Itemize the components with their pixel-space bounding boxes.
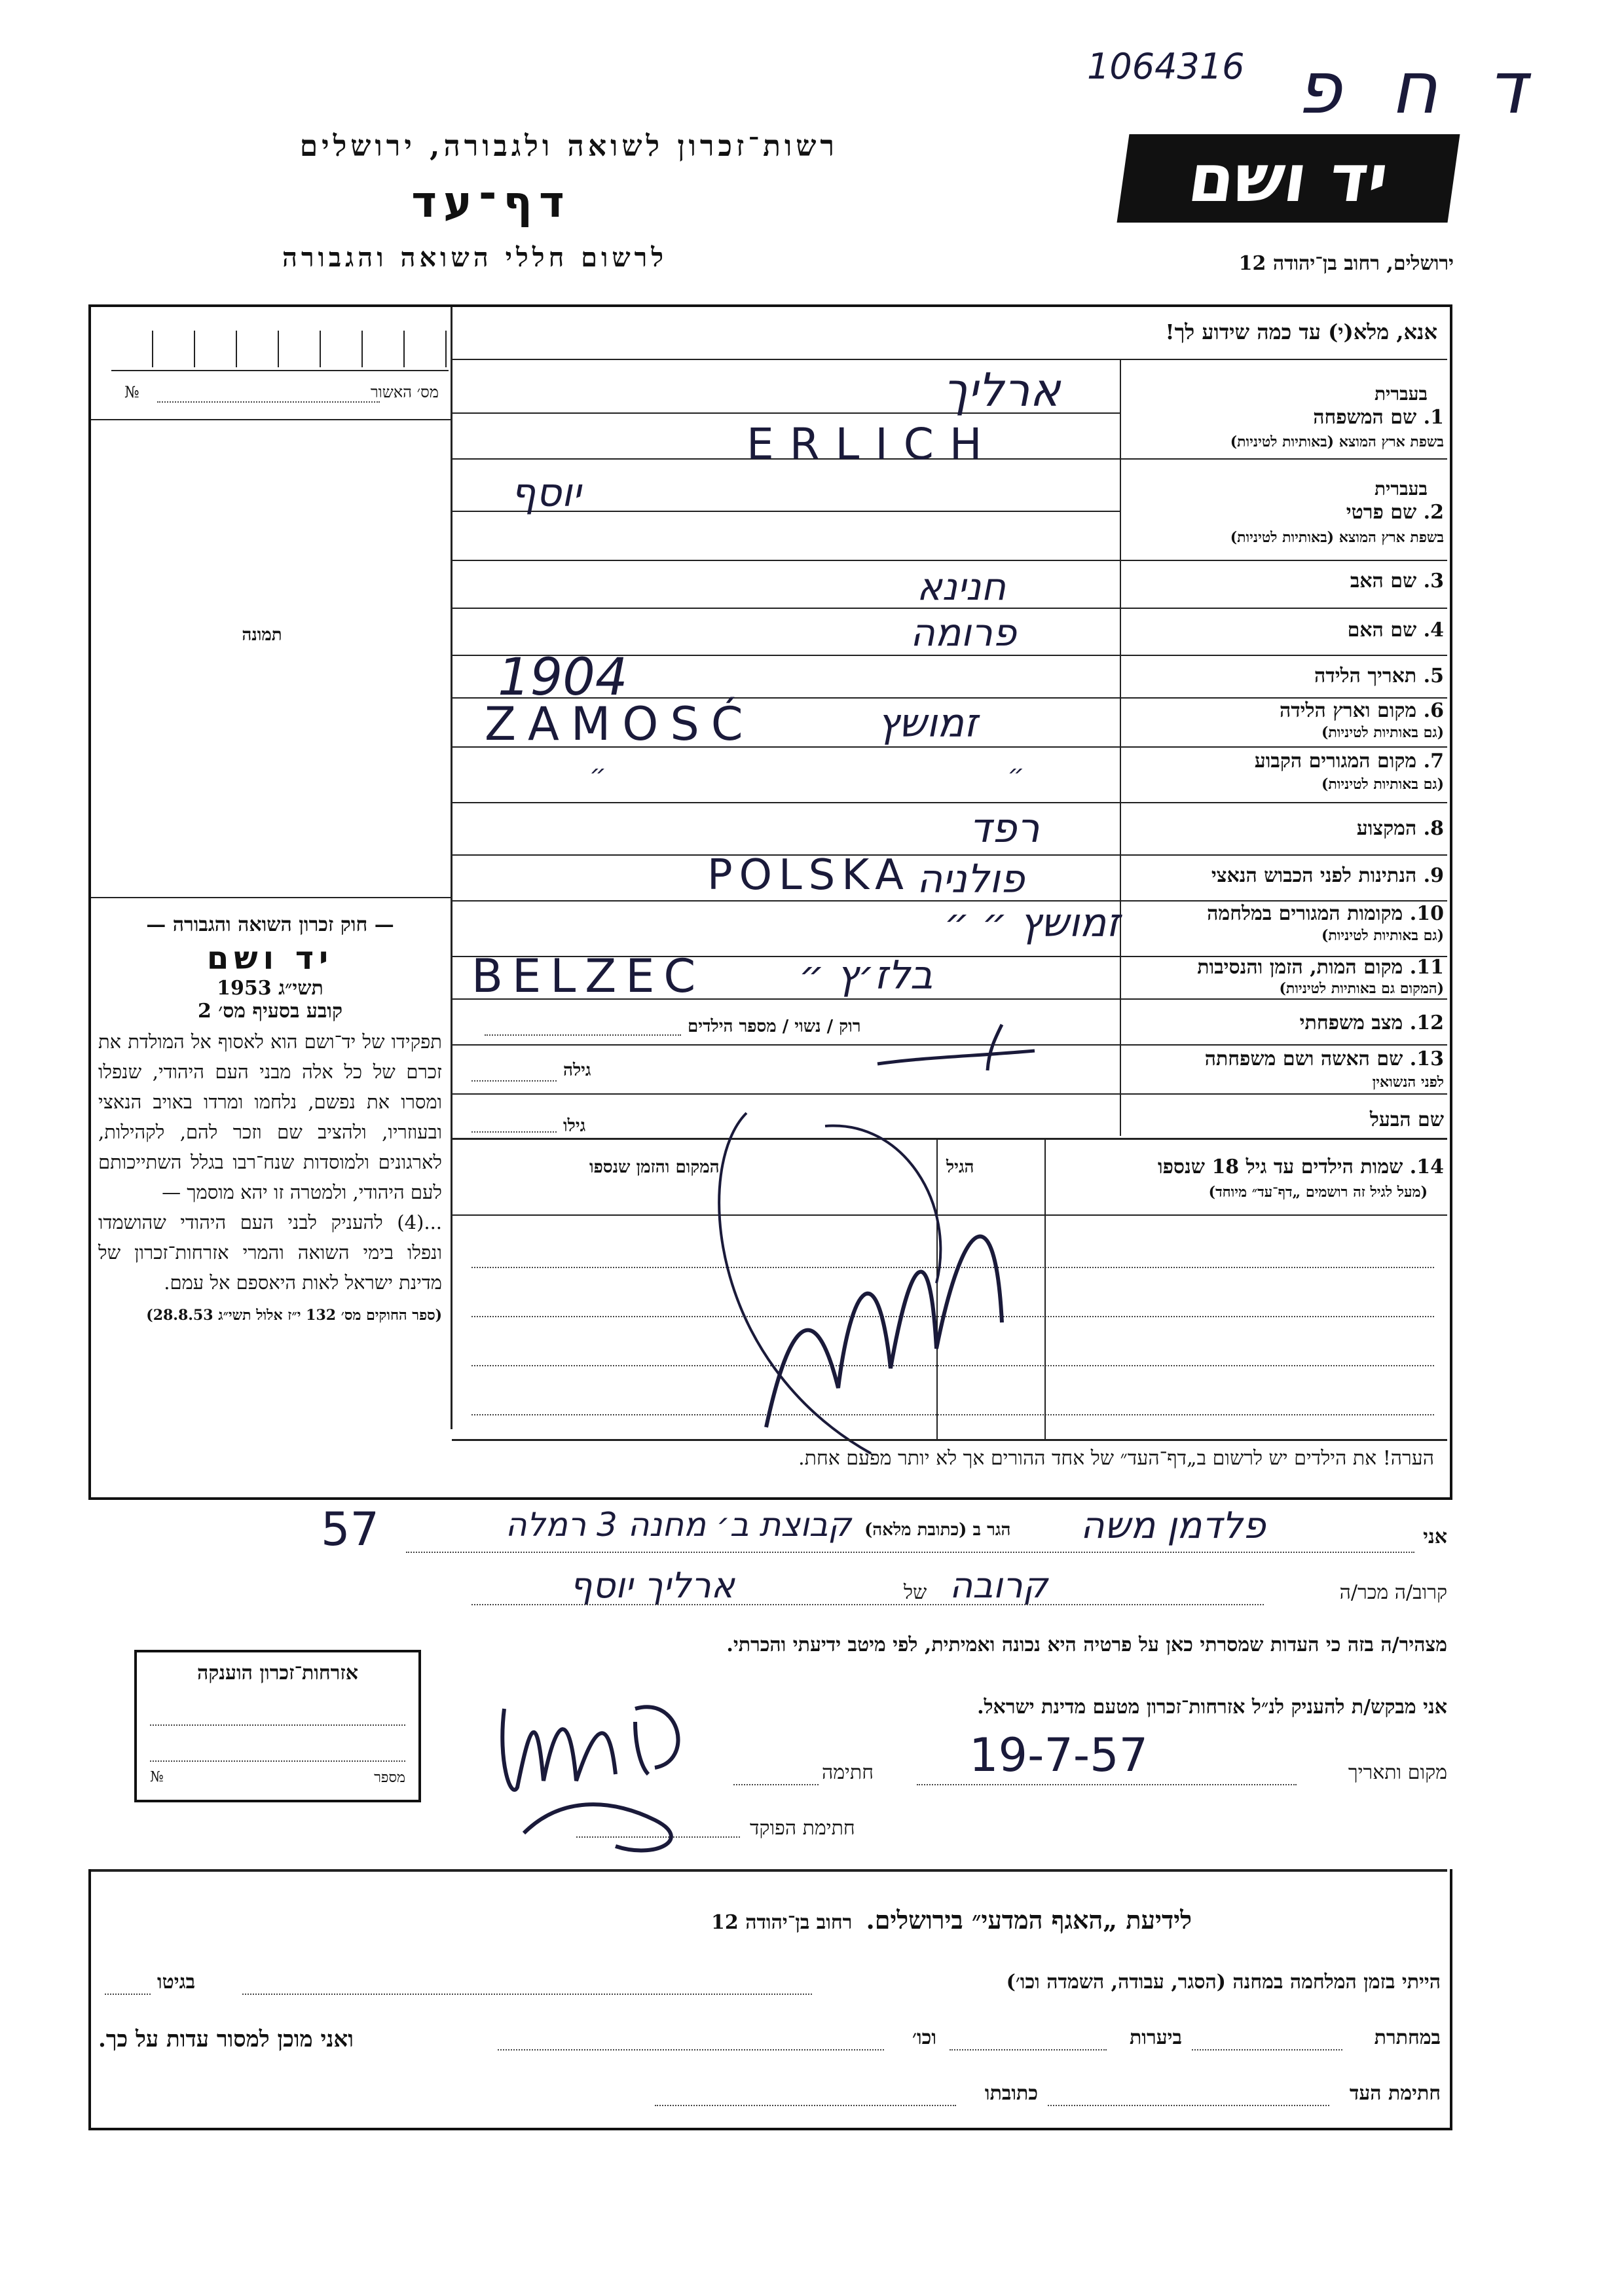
law-text: תפקידו של יד־ושם הוא לאסוף אל המולדת את זכרם של כל אלה מבני העם היהודי, שנפלו ומסרו את נפשם, נלחמו ומרדו באויב הנאצי ובעוזריו, ולהציב שם וזכר להם, לקהילות, לארגונים ולמוסדות שנח־רבו בגלל השתייכותם לעם היהודי, ולמטרה זו יהא מוסמך — xyxy=(98,1030,442,1203)
place-date-label: מקום ותאריך xyxy=(1348,1761,1447,1784)
approval-number-label xyxy=(118,383,445,409)
husband-age-dots xyxy=(471,1131,557,1133)
field-7-label: 7. מקום המגורים הקבוע xyxy=(1254,750,1444,773)
field-1-value-latin: ERLICH xyxy=(747,419,998,469)
bottom-address: רחוב בן־יהודה 12 xyxy=(711,1911,853,1934)
address-number: 57 xyxy=(321,1503,380,1556)
field-11-note: (המקום גם באותיות לטיניות) xyxy=(1279,980,1444,997)
form-subtitle: לרשום חללי השואה והגבורה xyxy=(282,242,668,273)
field-1-value-hebrew: ארליך xyxy=(943,363,1061,417)
wife-age-label: גילה xyxy=(563,1061,591,1080)
label-column-divider xyxy=(1120,360,1121,1136)
relation-value: קרובה xyxy=(950,1565,1048,1606)
field-5-value: 1904 xyxy=(498,648,628,707)
field-6-latin-note: (גם באותיות לטיניות) xyxy=(1321,724,1444,741)
field-4-value: פרומה xyxy=(910,610,1017,655)
form-instruction: אנא, מלא(י) עד כמה שידוע לך! xyxy=(1165,319,1437,344)
law-top-line xyxy=(91,897,451,898)
header-address: ירושלים, רחוב בן־יהודה 12 xyxy=(1238,252,1454,275)
field-12-options: רוק / נשוי / מספר הילדים xyxy=(688,1017,861,1036)
value-line xyxy=(452,854,1447,856)
wife-age-dots xyxy=(471,1080,557,1082)
field-13-label: 13. שם האשה ושם משפחתה xyxy=(1204,1048,1444,1070)
field-14-note: (מעל לגיל זה רושמים „דף־עד״ מיוחד) xyxy=(1208,1184,1428,1201)
lang-hebrew-label-2: בעברית xyxy=(1374,478,1428,500)
citizenship-box-number: מספר xyxy=(374,1770,405,1786)
ready-label: ואני מוכן למסור עדות על כך. xyxy=(98,2026,354,2052)
approval-label: מס׳ האשור xyxy=(370,383,439,401)
law-source: (ספר החוקים מס׳ 132 י״ז אלול תשי״ג 28.8.53) xyxy=(146,1307,442,1324)
relative-label: קרוב/ה מכר/ה xyxy=(1339,1581,1447,1604)
residing-label: הגר ב (כתובת מלאה) xyxy=(864,1520,1011,1540)
field-7-latin-note: (גם באותיות לטיניות) xyxy=(1321,776,1444,793)
husband-label: שם הבעל xyxy=(1369,1108,1444,1131)
field-10-label: 10. מקומות המגורים במלחמה xyxy=(1207,902,1444,925)
field-10-value: זמושץ ״ ״ xyxy=(944,900,1120,946)
official-signature-label: חתימת הפוקד xyxy=(750,1817,855,1840)
of-value: ארליך יוסף xyxy=(570,1565,735,1606)
witness-signature-label: חתימת העד xyxy=(1349,2082,1441,2105)
field-12-label: 12. מצב משפחתי xyxy=(1299,1011,1444,1034)
value-line xyxy=(452,560,1447,561)
etc-label: וכו׳ xyxy=(912,2026,936,2049)
handwritten-reference-number: 1064316 xyxy=(1087,46,1245,87)
witness-address-label: כתובתו xyxy=(984,2082,1038,2105)
law-yadvashem: יד ושם xyxy=(206,940,334,977)
remark-text: הערה! את הילדים יש לרשום ב„דף־העד״ של אחד ההורים אך לא יותר מפעם אחת. xyxy=(798,1447,1434,1470)
left-column-divider xyxy=(451,307,452,1429)
law-hebrew-year: תשי״ג xyxy=(278,977,323,1000)
field-1-origin-note: בשפת ארץ המוצא (באותיות לטיניות) xyxy=(1230,433,1444,450)
citizenship-box-line-2 xyxy=(150,1760,405,1762)
field-12-dots xyxy=(485,1034,681,1036)
instruction-underline xyxy=(452,359,1447,360)
approval-no-sign: № xyxy=(124,383,139,401)
citizenship-request: אני מבקש/ת להעניק לנ״ל אזרחות־זכרון מטעם מדינת ישראל. xyxy=(977,1696,1447,1719)
photo-label: תמונה xyxy=(242,625,282,645)
bottom-title-text: לידיעת „האגף המדעי״ בירושלים. xyxy=(866,1905,1192,1935)
handwritten-scribble xyxy=(655,1087,1113,1480)
law-clause: קובע בסעיף מס׳ 2 xyxy=(197,1000,343,1023)
declarant-signature xyxy=(485,1683,747,1866)
citizenship-box-title: אזרחות־זכרון הוענקה xyxy=(196,1662,359,1685)
handwritten-reference-letters: ד ח פ xyxy=(1297,46,1540,130)
citizenship-box-line-1 xyxy=(150,1724,405,1726)
lang-hebrew-label-1: בעברית xyxy=(1374,383,1428,405)
field-13-note: לפני הנשואין xyxy=(1372,1074,1444,1091)
children-place-column: המקום והזמן שנספו xyxy=(589,1157,720,1177)
field-7-value: ״ ״ xyxy=(589,759,1221,790)
declaration-line-2[interactable] xyxy=(471,1604,1264,1605)
handwritten-stroke-12 xyxy=(871,1018,1041,1077)
field-6-value-hebrew: זמושץ xyxy=(877,701,978,746)
husband-age-label: גילו xyxy=(563,1116,586,1136)
field-11-label: 11. מקום המות, הזמן והנסיבות xyxy=(1197,956,1444,979)
field-3-label: 3. שם האב xyxy=(1350,570,1444,592)
field-11-value-latin: BELZEC xyxy=(471,949,705,1003)
field-8-label: 8. המקצוע xyxy=(1356,817,1444,840)
approval-row-line xyxy=(91,419,451,420)
declaration-line-1[interactable] xyxy=(406,1552,1414,1553)
field-14-label: 14. שמות הילדים עד גיל 18 שנספו xyxy=(1157,1156,1444,1178)
camp-label: הייתי בזמן המלחמה במחנה (הסגר, עבודה, השמדה וכו׳) xyxy=(1006,1971,1441,1994)
approval-number-boxes[interactable] xyxy=(111,324,449,371)
value-line xyxy=(452,802,1447,803)
field-2-origin-note: בשפת ארץ המוצא (באותיות לטיניות) xyxy=(1230,529,1444,546)
field-9-value-hebrew: פולניה xyxy=(917,856,1025,902)
field-4-label: 4. שם האם xyxy=(1347,619,1444,642)
field-9-label: 9. הנתינות לפני הכבוש הנאצי xyxy=(1211,864,1444,887)
law-section xyxy=(98,913,442,1324)
approval-dots xyxy=(157,401,380,403)
yad-vashem-logo xyxy=(1117,134,1460,223)
field-10-latin-note: (גם באותיות לטיניות) xyxy=(1321,927,1444,944)
field-5-label: 5. תאריך הלידה xyxy=(1314,665,1444,687)
field-11-value-hebrew: בלז׳ץ ״ xyxy=(799,953,933,998)
citizenship-box xyxy=(134,1650,421,1802)
remark-top-line xyxy=(452,1439,1447,1441)
law-title: — חוק זכרון השואה והגבורה — xyxy=(146,913,394,936)
of-label: של xyxy=(904,1581,927,1604)
place-date-value: 19-7-57 xyxy=(969,1728,1149,1782)
yad-vashem-logo-text: יד ושם xyxy=(1183,140,1393,217)
address-value: קבוצת ב׳ מחנה 3 רמלה xyxy=(505,1506,851,1544)
law-text-2: ...(4) להעניק לבני העם היהודי שהושמדו ונפלו בימי השואה והמרי אזרחות־זכרון של מדינת ישראל לאות היאספם אל עמם. xyxy=(98,1211,442,1294)
declaration-statement: מצהיר/ה בזה כי העדות שמסרתי כאן על פרטיה היא נכונה ואמיתית, לפי מיטב ידיעתי והכרתי. xyxy=(726,1633,1447,1656)
field-6-value-latin: ZAMOSĆ xyxy=(485,697,755,751)
citizenship-box-no-sign: № xyxy=(150,1769,164,1785)
field-3-value: חנינא xyxy=(917,564,1006,609)
signature-label: חתימה xyxy=(822,1761,874,1784)
field-6-label: 6. מקום וארץ הלידה xyxy=(1279,699,1444,722)
children-age-column: הגיל xyxy=(946,1157,974,1177)
declarant-name: פלדמן משה xyxy=(1080,1504,1266,1547)
field-8-value: רפד xyxy=(969,804,1040,852)
form-title: דף־עד xyxy=(411,177,571,227)
declarant-i-label: אני xyxy=(1423,1525,1447,1548)
bottom-frame-edge xyxy=(88,1869,1452,2130)
authority-name: רשות־זכרון לשואה ולגבורה, ירושלים xyxy=(299,130,838,163)
field-2-value-hebrew: יוסף xyxy=(511,470,581,516)
field-1-label: 1. שם המשפחה xyxy=(1313,406,1444,429)
place-date-line[interactable] xyxy=(917,1784,1297,1785)
field-9-value-latin: POLSKA xyxy=(707,851,910,900)
forests-label: ביערות xyxy=(1129,2026,1182,2049)
field-2-label: 2. שם פרטי xyxy=(1346,501,1444,524)
underground-label: במחתרת xyxy=(1374,2026,1441,2049)
law-year: 1953 xyxy=(217,977,272,1000)
ghetto-label: בגיטו xyxy=(157,1971,196,1994)
